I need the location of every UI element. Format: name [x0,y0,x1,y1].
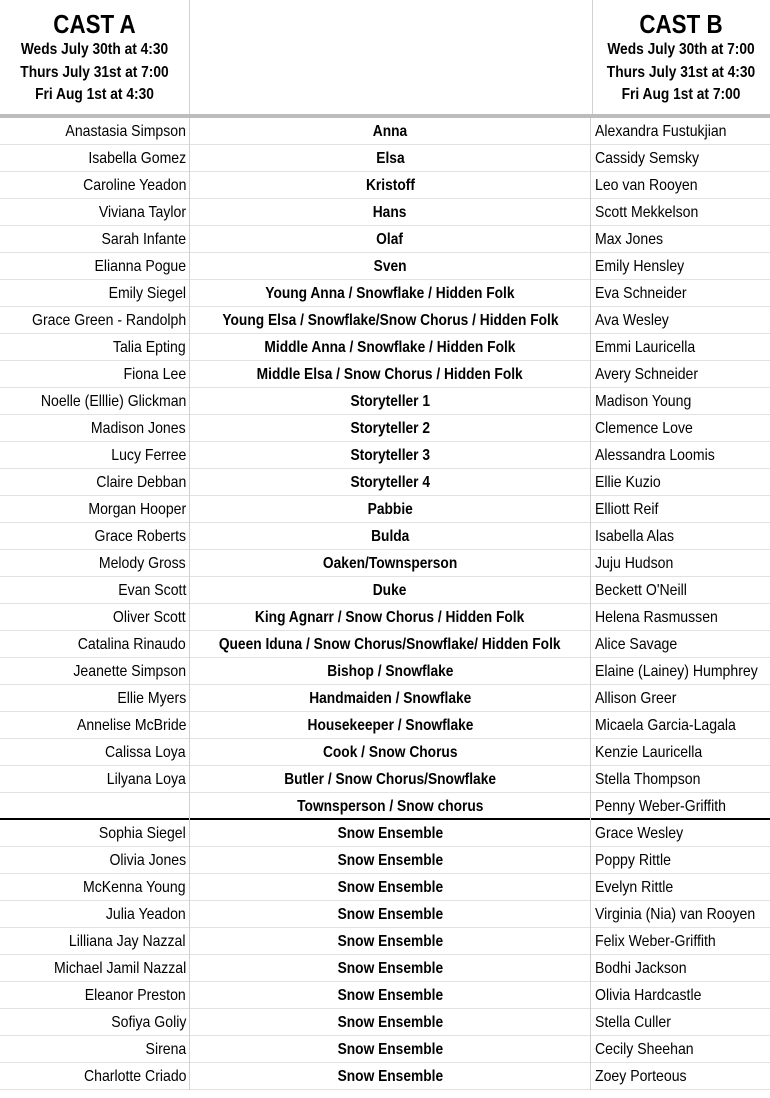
role-name [189,874,591,901]
role-name-text: Young Anna / Snowflake / Hidden Folk [265,285,515,302]
role-name-text: Anna [372,123,408,140]
cast-b-name-text: Virginia (Nia) van Rooyen [595,906,756,923]
role-name-text: Snow Ensemble [337,933,443,950]
table-row [0,469,770,496]
cast-a-name-text: Sofiya Goliy [110,1014,186,1031]
role-name [189,334,591,361]
cast-a-name-text: Anastasia Simpson [65,123,186,140]
cast-b-name [595,793,770,820]
role-name [189,523,591,550]
table-row [0,955,770,982]
role-name [189,388,591,415]
cast-b-name-text: Elliott Reif [595,501,659,518]
role-name [189,766,591,793]
cast-b-title: CAST B [639,9,723,39]
role-name [189,685,591,712]
role-name [189,658,591,685]
role-name [189,442,591,469]
cast-a-name [0,415,186,442]
table-row [0,658,770,685]
role-name [189,631,591,658]
cast-a-name-text: Caroline Yeadon [82,177,186,194]
table-row [0,550,770,577]
role-name-text: Butler / Snow Chorus/Snowflake [284,771,496,788]
role-name [189,172,591,199]
cast-a-name-text: Grace Roberts [94,528,186,545]
cast-a-name [0,388,186,415]
role-name [189,145,591,172]
table-row [0,442,770,469]
table-row [0,226,770,253]
cast-b-name [595,847,770,874]
cast-a-name [0,280,186,307]
role-name [189,496,591,523]
cast-table [0,118,770,1090]
cast-b-name [595,1036,770,1063]
cast-b-name [595,955,770,982]
cast-b-name [595,1063,770,1090]
role-name-text: Snow Ensemble [337,852,443,869]
cast-b-name-text: Olivia Hardcastle [595,987,702,1004]
cast-b-name [595,226,770,253]
cast-a-name [0,847,186,874]
cast-a-name [0,550,186,577]
role-name-text: Snow Ensemble [337,1068,443,1085]
table-row [0,604,770,631]
cast-b-name-text: Avery Schneider [595,366,699,383]
cast-b-name-text: Alessandra Loomis [595,447,715,464]
role-name-text: Snow Ensemble [337,1014,443,1031]
cast-b-name-text: Bodhi Jackson [595,960,687,977]
role-name-text: Kristoff [365,177,415,194]
role-name [189,1036,591,1063]
cast-a-name [0,118,186,145]
cast-b-name-text: Stella Thompson [595,771,701,788]
role-name-text: Hans [373,204,407,221]
role-name [189,982,591,1009]
cast-b-name [595,118,770,145]
cast-a-name [0,307,186,334]
cast-b-name [595,496,770,523]
cast-b-name [595,928,770,955]
cast-b-name [595,631,770,658]
cast-b-name [595,307,770,334]
cast-b-name-text: Alexandra Fustukjian [595,123,727,140]
role-name-text: Storyteller 4 [350,474,430,491]
cast-b-name [595,415,770,442]
cast-b-name [595,280,770,307]
cast-a-name-text: Fiona Lee [123,366,186,383]
cast-a-name-text: Olivia Jones [109,852,186,869]
cast-a-name-text: Lilliana Jay Nazzal [69,933,186,950]
cast-a-name-text: Sarah Infante [101,231,186,248]
cast-b-name-text: Allison Greer [595,690,677,707]
role-name [189,1063,591,1090]
role-name-text: Snow Ensemble [337,906,443,923]
cast-a-name-text: Melody Gross [99,555,186,572]
cast-b-performance: Weds July 30th at 7:00 [607,41,755,58]
role-name [189,577,591,604]
table-row [0,847,770,874]
cast-b-name [595,685,770,712]
cast-b-name [595,604,770,631]
table-row [0,793,770,820]
cast-b-name-text: Penny Weber-Griffith [595,798,726,815]
cast-a-name-text: Evan Scott [117,582,186,599]
cast-a-name-text: Charlotte Criado [83,1068,186,1085]
cast-a-name-text: Sirena [145,1041,186,1058]
cast-b-name [595,712,770,739]
role-name [189,955,591,982]
cast-b-name [595,739,770,766]
cast-b-name-text: Juju Hudson [595,555,674,572]
header [0,0,770,114]
cast-a-name [0,1009,186,1036]
cast-a-name [0,982,186,1009]
role-name-text: Snow Ensemble [337,987,443,1004]
role-name-text: Olaf [376,231,404,248]
role-name-text: Storyteller 2 [350,420,430,437]
cast-b-name-text: Poppy Rittle [595,852,671,869]
table-row [0,1036,770,1063]
role-name-text: Snow Ensemble [337,1041,443,1058]
cast-b-name-text: Emmi Lauricella [595,339,696,356]
cast-b-name [595,766,770,793]
cast-a-name-text: McKenna Young [83,879,186,896]
cast-b-name-text: Ellie Kuzio [595,474,661,491]
table-row [0,874,770,901]
cast-a-name [0,199,186,226]
cast-b-name-text: Clemence Love [595,420,693,437]
cast-b-name [595,145,770,172]
cast-b-name-text: Micaela Garcia-Lagala [595,717,736,734]
cast-a-name-text: Annelise McBride [76,717,186,734]
cast-a-name [0,604,186,631]
cast-a-name [0,334,186,361]
cast-a-name-text: Elianna Pogue [94,258,186,275]
role-name-text: Snow Ensemble [337,960,443,977]
role-name-text: Townsperson / Snow chorus [296,798,484,815]
cast-b-name-text: Cecily Sheehan [595,1041,694,1058]
cast-a-name [0,793,186,820]
cast-a-name [0,631,186,658]
table-row [0,253,770,280]
role-name [189,847,591,874]
cast-a-name-text: Oliver Scott [113,609,186,626]
cast-a-name [0,955,186,982]
cast-b-name-text: Ava Wesley [595,312,669,329]
cast-a-name-text: Talia Epting [113,339,186,356]
cast-a-name [0,577,186,604]
cast-b-name [595,523,770,550]
table-row [0,928,770,955]
cast-a-performance: Fri Aug 1st at 4:30 [35,86,154,103]
cast-b-name [595,199,770,226]
cast-b-name-text: Grace Wesley [595,825,684,842]
cast-a-name-text: Eleanor Preston [85,987,186,1004]
cast-b-name-text: Felix Weber-Griffith [595,933,716,950]
role-name [189,550,591,577]
role-name [189,415,591,442]
role-header [189,0,593,114]
cast-a-name [0,226,186,253]
cast-a-name [0,442,186,469]
cast-b-name-text: Kenzie Lauricella [595,744,703,761]
table-row [0,361,770,388]
table-row [0,388,770,415]
table-row [0,685,770,712]
cast-a-name-text: Isabella Gomez [88,150,186,167]
role-name-text: Elsa [375,150,405,167]
table-row [0,712,770,739]
role-name [189,901,591,928]
cast-a-performance: Weds July 30th at 4:30 [20,41,169,58]
cast-a-name [0,172,186,199]
cast-a-name [0,145,186,172]
role-name-text: Oaken/Townsperson [322,555,458,572]
cast-b-performance: Thurs July 31st at 4:30 [606,63,756,81]
cast-a-name-text: Claire Debban [95,474,186,491]
cast-a-name [0,820,186,847]
role-name-text: Sven [373,258,407,275]
role-name-text: Young Elsa / Snowflake/Snow Chorus / Hidden Folk [221,312,559,329]
role-name [189,1009,591,1036]
role-name-text: Middle Anna / Snowflake / Hidden Folk [264,339,516,356]
cast-a-name [0,685,186,712]
cast-a-name [0,1036,186,1063]
table-row [0,199,770,226]
cast-b-name [595,874,770,901]
role-name [189,793,591,820]
cast-a-name [0,523,186,550]
cast-a-name-text: Viviana Taylor [98,204,186,221]
role-name-text: Storyteller 3 [350,447,430,464]
table-row [0,901,770,928]
table-row [0,577,770,604]
cast-b-name-text: Scott Mekkelson [595,204,699,221]
role-name-text: Storyteller 1 [350,393,430,410]
table-row [0,1009,770,1036]
role-name [189,253,591,280]
cast-b-performance: Fri Aug 1st at 7:00 [621,86,741,103]
cast-a-name-text: Sophia Siegel [99,825,186,842]
cast-b-name-text: Elaine (Lainey) Humphrey [595,663,758,680]
cast-a-title: CAST A [53,9,136,39]
cast-b-name [595,361,770,388]
table-row [0,631,770,658]
cast-a-name [0,496,186,523]
role-name [189,307,591,334]
cast-a-name [0,469,186,496]
role-name-text: Snow Ensemble [337,825,443,842]
role-name-text: Handmaiden / Snowflake [308,690,472,707]
role-name [189,604,591,631]
role-name [189,928,591,955]
cast-a-name-text: Lucy Ferree [110,447,186,464]
cast-b-name-text: Helena Rasmussen [595,609,718,626]
role-name-text: Pabbie [367,501,413,518]
cast-b-name-text: Stella Culler [595,1014,671,1031]
role-name-text: Housekeeper / Snowflake [307,717,473,734]
cast-b-name [595,577,770,604]
role-name [189,226,591,253]
cast-b-name [595,901,770,928]
role-name-text: Queen Iduna / Snow Chorus/Snowflake/ Hidden Folk [219,636,561,653]
role-name-text: Bishop / Snowflake [326,663,454,680]
role-name [189,820,591,847]
cast-b-name [595,550,770,577]
cast-a-name-text: Grace Green - Randolph [31,312,186,329]
role-name [189,712,591,739]
cast-b-name [595,388,770,415]
cast-a-name-text: Catalina Rinaudo [77,636,186,653]
cast-a-name-text: Calissa Loya [105,744,186,761]
table-row [0,280,770,307]
cast-a-name-text: Emily Siegel [108,285,186,302]
table-row [0,118,770,145]
cast-a-name [0,901,186,928]
role-name-text: Cook / Snow Chorus [322,744,458,761]
role-name-text: Middle Elsa / Snow Chorus / Hidden Folk [256,366,524,383]
role-name [189,199,591,226]
cast-a-name [0,874,186,901]
cast-a-name [0,361,186,388]
cast-b-name-text: Leo van Rooyen [595,177,698,194]
cast-b-name-text: Eva Schneider [595,285,687,302]
cast-a-name [0,253,186,280]
cast-b-name-text: Alice Savage [595,636,678,653]
cast-a-name-text: Noelle (Elllie) Glickman [40,393,186,410]
cast-a-name [0,1063,186,1090]
cast-a-name-text: Lilyana Loya [106,771,186,788]
role-name-text: King Agnarr / Snow Chorus / Hidden Folk [255,609,525,626]
cast-b-name [595,469,770,496]
cast-a-name-text: Michael Jamil Nazzal [53,960,186,977]
cast-b-name [595,253,770,280]
cast-a-name-text: Julia Yeadon [106,906,186,923]
table-row [0,145,770,172]
cast-a-name-text: Ellie Myers [117,690,186,707]
cast-a-name [0,658,186,685]
cast-b-name [595,172,770,199]
cast-a-name [0,712,186,739]
cast-b-name [595,820,770,847]
cast-a-performance: Thurs July 31st at 7:00 [20,63,169,81]
role-name [189,469,591,496]
role-name-text: Duke [373,582,407,599]
cast-b-name [595,1009,770,1036]
cast-a-name [0,766,186,793]
role-name [189,118,591,145]
role-name [189,280,591,307]
table-row [0,496,770,523]
table-row [0,307,770,334]
table-row [0,982,770,1009]
cast-b-name-text: Emily Hensley [595,258,685,275]
role-name-text: Bulda [370,528,410,545]
role-name [189,739,591,766]
cast-a-name-text: Madison Jones [91,420,186,437]
role-name-text: Snow Ensemble [337,879,443,896]
table-row [0,415,770,442]
cast-b-name-text: Madison Young [595,393,692,410]
cast-b-header [592,0,770,114]
cast-a-name-text: Jeanette Simpson [73,663,186,680]
cast-b-name-text: Max Jones [595,231,664,248]
table-row [0,172,770,199]
role-name [189,361,591,388]
cast-b-name-text: Isabella Alas [595,528,675,545]
cast-b-name [595,982,770,1009]
cast-b-name [595,442,770,469]
cast-a-name-text: Morgan Hooper [88,501,186,518]
cast-b-name-text: Cassidy Semsky [595,150,700,167]
cast-b-name-text: Evelyn Rittle [595,879,674,896]
table-row [0,334,770,361]
table-row [0,820,770,847]
cast-a-name [0,739,186,766]
cast-b-name [595,658,770,685]
table-row [0,1063,770,1090]
table-row [0,523,770,550]
table-row [0,739,770,766]
cast-b-name-text: Beckett O'Neill [595,582,687,599]
cast-b-name-text: Zoey Porteous [595,1068,687,1085]
cast-a-header [0,0,189,114]
table-row [0,766,770,793]
cast-b-name [595,334,770,361]
cast-a-name [0,928,186,955]
